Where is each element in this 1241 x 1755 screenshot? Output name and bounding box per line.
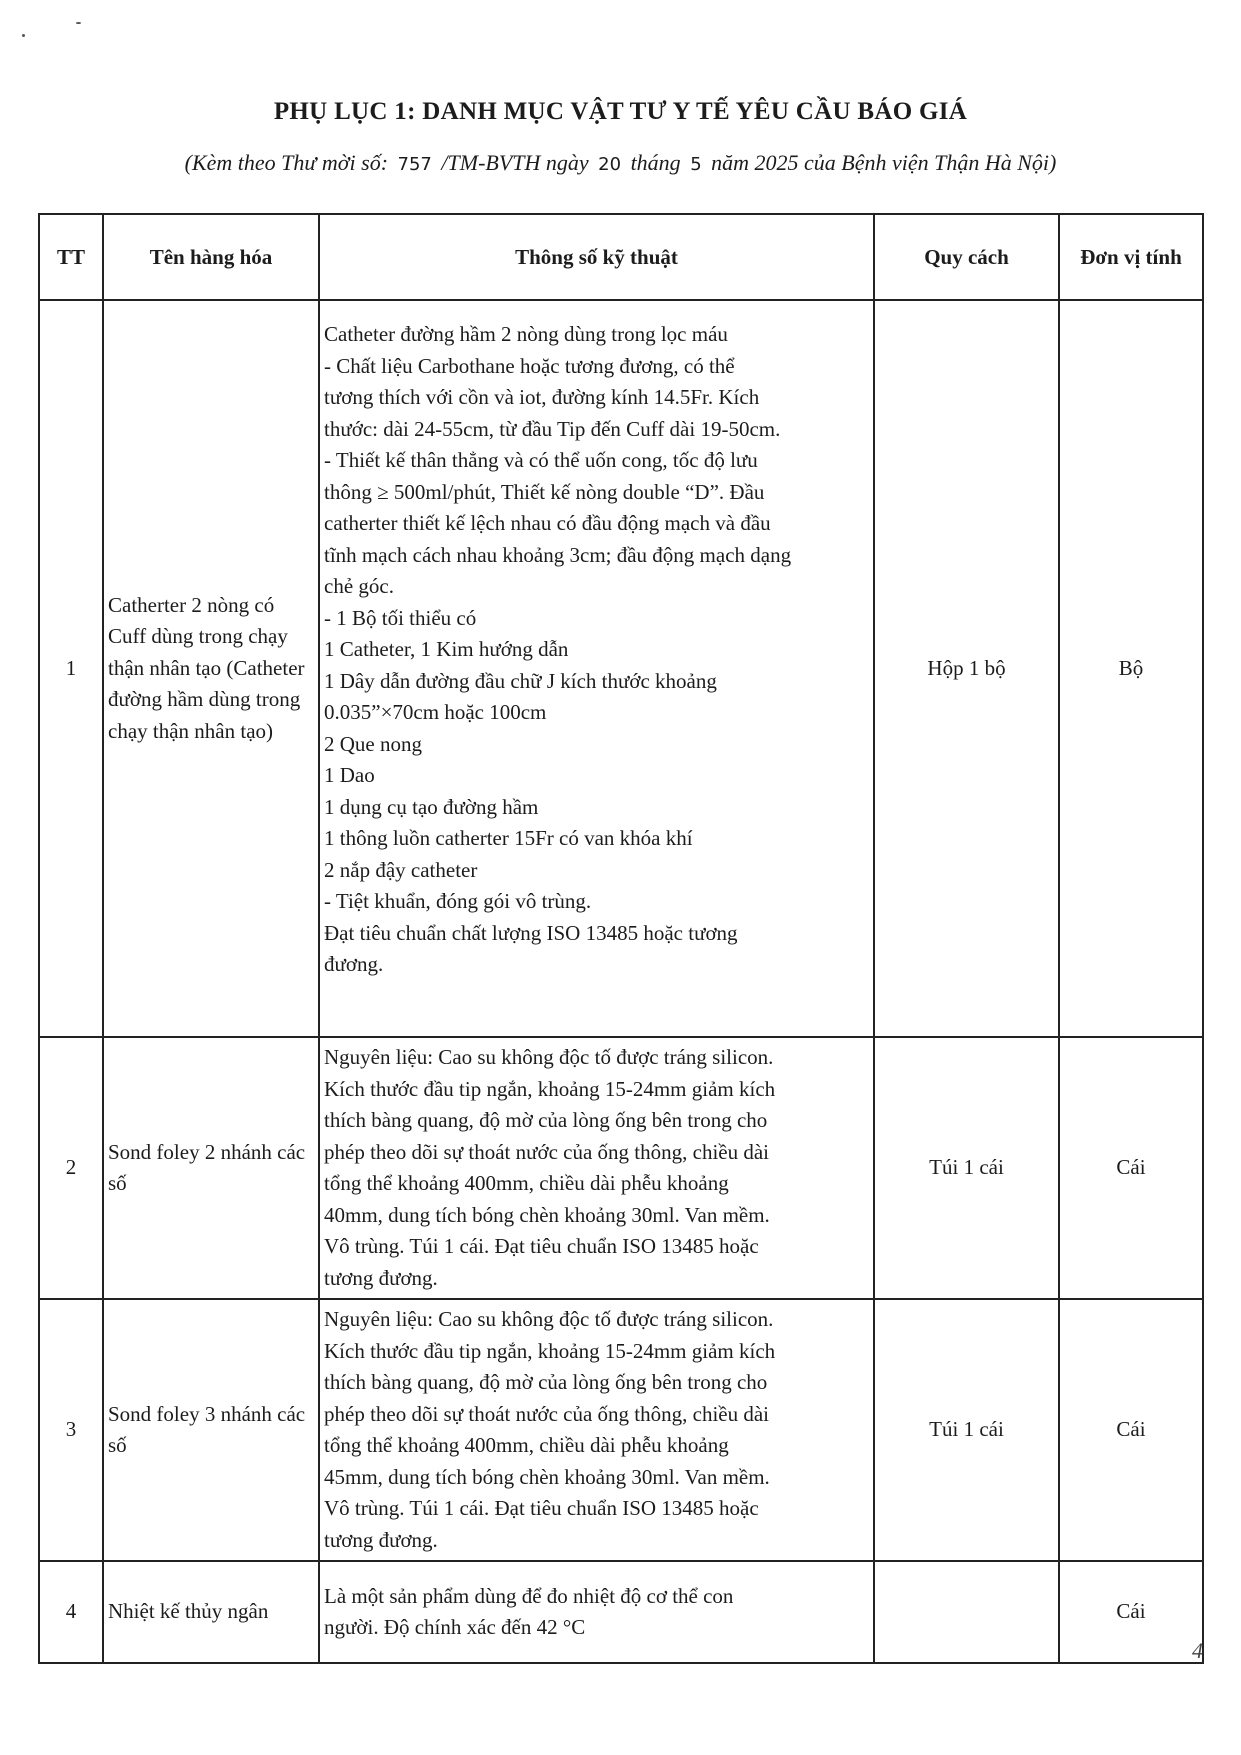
column-header-tt: TT (39, 214, 103, 300)
spec-line: - Thiết kế thân thẳng và có thể uốn cong, tốc độ lưu (324, 448, 758, 472)
spec-line: tương đương. (324, 1265, 438, 1290)
scan-speck (22, 34, 25, 37)
subtitle-month-label: tháng (630, 150, 681, 175)
column-header-unit: Đơn vị tính (1059, 214, 1203, 300)
spec-line: - Chất liệu Carbothane hoặc tương đương, có thể (324, 353, 735, 378)
cell-tt: 1 (39, 300, 103, 1037)
cell-tt: 2 (39, 1037, 103, 1299)
cell-spec (319, 300, 874, 1037)
table-row (39, 1037, 1203, 1299)
page-subtitle (0, 150, 1241, 176)
handwritten-doc-number: 757 (397, 154, 432, 175)
spec-line: người. Độ chính xác đến 42 °C (324, 1615, 586, 1639)
spec-line: 2 Que nong (324, 731, 422, 756)
spec-line: Nguyên liệu: Cao su không độc tố được tráng silicon. (324, 1045, 774, 1069)
handwritten-day: 20 (598, 154, 622, 175)
subtitle-mid: /TM-BVTH ngày (441, 150, 589, 175)
cell-unit: Cái (1059, 1561, 1203, 1663)
subtitle-suffix: năm 2025 của Bệnh viện Thận Hà Nội) (711, 150, 1057, 175)
table-row (39, 1299, 1203, 1561)
cell-unit: Bộ (1059, 300, 1203, 1037)
cell-item-name: Sond foley 2 nhánh các số (103, 1037, 319, 1299)
spec-line: thích bàng quang, độ mờ của lòng ống bên trong cho (324, 1108, 768, 1132)
cell-tt: 4 (39, 1561, 103, 1663)
spec-line: Nguyên liệu: Cao su không độc tố được tráng silicon. (324, 1307, 774, 1331)
column-header-name: Tên hàng hóa (103, 214, 319, 300)
spec-line: tổng thể khoảng 400mm, chiều dài phễu khoảng (324, 1433, 729, 1457)
spec-line: Kích thước đầu tip ngắn, khoảng 15-24mm giảm kích (324, 1338, 776, 1363)
spec-line: - Tiệt khuẩn, đóng gói vô trùng. (324, 889, 592, 913)
spec-line: Kích thước đầu tip ngắn, khoảng 15-24mm giảm kích (324, 1076, 776, 1101)
spec-line: tương đương. (324, 1527, 438, 1552)
spec-line: đương. (324, 952, 384, 976)
handwritten-month: 5 (690, 154, 702, 175)
spec-line: catherter thiết kế lệch nhau có đầu động mạch và đầu (324, 511, 771, 535)
spec-line: thông ≥ 500ml/phút, Thiết kế nòng double “D”. Đầu (324, 479, 765, 504)
spec-line: 1 dụng cụ tạo đường hầm (324, 794, 539, 819)
spec-line: Vô trùng. Túi 1 cái. Đạt tiêu chuẩn ISO 13485 hoặc (324, 1496, 759, 1520)
subtitle-prefix: (Kèm theo Thư mời số: (184, 150, 389, 175)
spec-line: phép theo dõi sự thoát nước của ống thông, chiều dài (324, 1401, 770, 1426)
cell-pack (874, 1561, 1059, 1663)
spec-line: tổng thể khoảng 400mm, chiều dài phễu khoảng (324, 1171, 729, 1195)
cell-spec (319, 1561, 874, 1663)
spec-line: Catheter đường hầm 2 nòng dùng trong lọc máu (324, 322, 728, 346)
spec-line: phép theo dõi sự thoát nước của ống thông, chiều dài (324, 1139, 770, 1164)
table-header-row (39, 214, 1203, 300)
cell-tt: 3 (39, 1299, 103, 1561)
column-header-pack: Quy cách (874, 214, 1059, 300)
spec-line: 1 Catheter, 1 Kim hướng dẫn (324, 637, 569, 661)
cell-item-name: Catherter 2 nòng có Cuff dùng trong chạy thận nhân tạo (Catheter đường hầm dùng trong chạy thận nhân tạo) (103, 300, 319, 1037)
page-title: PHỤ LỤC 1: DANH MỤC VẬT TƯ Y TẾ YÊU CẦU BÁO GIÁ (273, 98, 968, 125)
cell-item-name: Sond foley 3 nhánh các số (103, 1299, 319, 1561)
spec-line: tương thích với cồn và iot, đường kính 14.5Fr. Kích (324, 385, 760, 409)
scan-speck (76, 22, 81, 24)
table-row (39, 300, 1203, 1037)
spec-line: 1 thông luồn catherter 15Fr có van khóa khí (324, 826, 693, 850)
column-header-spec: Thông số kỹ thuật (319, 214, 874, 300)
cell-spec (319, 1299, 874, 1561)
cell-pack: Túi 1 cái (874, 1299, 1059, 1561)
cell-spec (319, 1037, 874, 1299)
spec-line: Đạt tiêu chuẩn chất lượng ISO 13485 hoặc tương (324, 920, 738, 945)
handwritten-page-mark: 4 (1192, 1638, 1203, 1663)
spec-line: tĩnh mạch cách nhau khoảng 3cm; đầu động mạch dạng (324, 542, 792, 567)
cell-item-name: Nhiệt kế thủy ngân (103, 1561, 319, 1663)
spec-line: Vô trùng. Túi 1 cái. Đạt tiêu chuẩn ISO 13485 hoặc (324, 1234, 759, 1258)
spec-line: 45mm, dung tích bóng chèn khoảng 30ml. Van mềm. (324, 1464, 770, 1489)
spec-line: chẻ góc. (324, 574, 394, 598)
items-table (38, 213, 1204, 1664)
spec-line: 1 Dây dẫn đường đầu chữ J kích thước khoảng (324, 668, 717, 693)
cell-unit: Cái (1059, 1299, 1203, 1561)
spec-line: 0.035”×70cm hoặc 100cm (324, 700, 547, 724)
cell-unit: Cái (1059, 1037, 1203, 1299)
spec-line: thước: dài 24-55cm, từ đầu Tip đến Cuff dài 19-50cm. (324, 416, 781, 441)
spec-line: 40mm, dung tích bóng chèn khoảng 30ml. Van mềm. (324, 1202, 770, 1227)
spec-line: - 1 Bộ tối thiểu có (324, 605, 477, 630)
spec-line: thích bàng quang, độ mờ của lòng ống bên trong cho (324, 1370, 768, 1394)
table-row (39, 1561, 1203, 1663)
cell-pack: Túi 1 cái (874, 1037, 1059, 1299)
spec-line: 2 nắp đậy catheter (324, 857, 478, 882)
spec-line: 1 Dao (324, 763, 375, 787)
spec-line: Là một sản phẩm dùng để đo nhiệt độ cơ thể con (324, 1583, 734, 1608)
cell-pack: Hộp 1 bộ (874, 300, 1059, 1037)
